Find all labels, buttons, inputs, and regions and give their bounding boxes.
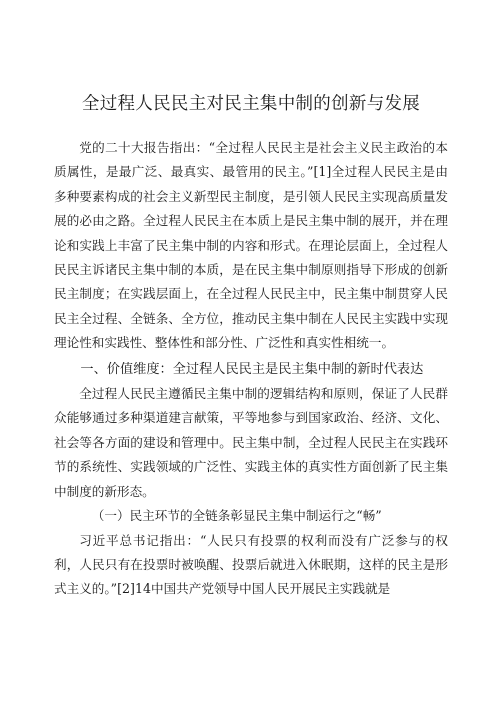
subsection-heading: （一）民主环节的全链条彰显民主集中制运行之“畅” — [91, 508, 382, 524]
intro-paragraph: 党的二十大报告指出：“全过程人民民主是社会主义民主政治的本质属性，是最广泛、最真实、最管用的民主。”[1]全过程人民民主是由多种要素构成的社会主义新型民主制度，是引领人民民主实现高质量发展的必由之路。全过程人民民主在本质上是民主集中制的展开，并在理论和实践上丰富了民主集中制的内容和形式。在理论层面上，全过程人民民主诉诸民主集中制的本质，是在民主集中制原则指导下形成的创新民主制度；在实践层面上，在全过程人民民主中，民主集中制贯穿人民民主全过程、全链条、全方位，推动民主集中制在人民民主实践中实现理论性和实践性、整体性和部分性、广泛性和真实性相统一。 — [54, 140, 448, 351]
section-paragraph: 全过程人民民主遵循民主集中制的逻辑结构和原则，保证了人民群众能够通过多种渠道建言献策，平等地参与到国家政治、经济、文化、社会等各方面的建设和管理中。民主集中制，全过程人民民主在实践环节的系统性、实践领域的广泛性、实践主体的真实性方面创新了民主集中制度的新形态。 — [54, 386, 448, 499]
subsection-paragraph: 习近平总书记指出：“人民只有投票的权利而没有广泛参与的权利，人民只有在投票时被唤醒、投票后就进入休眠期，这样的民主是形式主义的。”[2]14中国共产党领导中国人民开展民主实践就是 — [54, 532, 448, 597]
section-heading: 一、价值维度：全过程人民民主是民主集中制的新时代表达 — [80, 361, 424, 377]
document-title: 全过程人民民主对民主集中制的创新与发展 — [81, 94, 421, 114]
